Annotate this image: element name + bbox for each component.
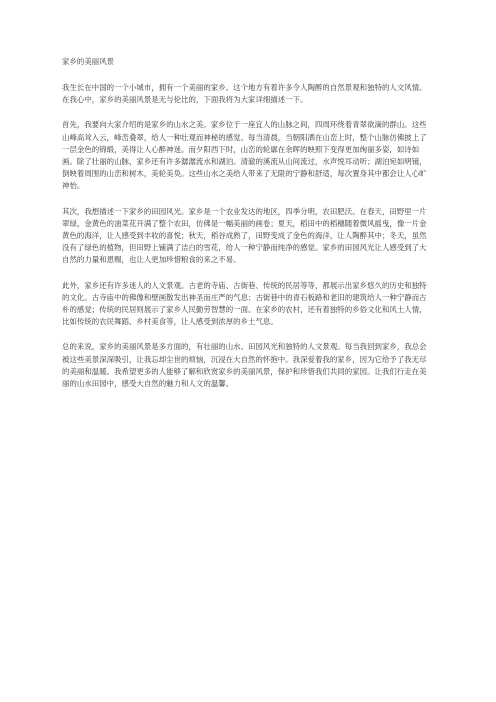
paragraph-landscape: 首先，我要向大家介绍的是家乡的山水之美。家乡位于一座宜人的山脉之间，四周环绕着青翠欲滴的群山。这些山峰高耸入云，峰峦叠翠，给人一种壮观而神秘的感觉。每当清晨，当朝阳洒在山峦上时，整个山脉仿佛披上了一层金色的锦缎，美得让人心醉神迷。而夕阳西下时，山峦的轮廓在余晖的映照下变得更加绚丽多姿，如诗如画。除了壮丽的山脉，家乡还有许多潺潺流水和湖泊。清澈的溪流从山间流过，水声悦耳动听；湖泊宛如明镜，倒映着周围的山峦和树木，美轮美奂。这些山水之美给人带来了无限的宁静和舒适，每次置身其中都会让人心旷神怡。 xyxy=(62,120,427,191)
paragraph-conclusion: 总的来说，家乡的美丽风景是多方面的，有壮丽的山水、田园风光和独特的人文景观。每当我回到家乡，我总会被这些美景深深吸引，让我忘却尘世的烦恼，沉浸在大自然的怀抱中。我深爱着我的家乡，因为它给予了我无尽的美丽和温暖。我希望更多的人能够了解和欣赏家乡的美丽风景，保护和珍惜我们共同的家园。让我们行走在美丽的山水田园中，感受大自然的魅力和人文的温馨。 xyxy=(62,342,427,389)
paragraph-countryside: 其次，我想描述一下家乡的田园风光。家乡是一个农业发达的地区，四季分明，农田肥沃。在春天，田野里一片翠绿，金黄色的油菜花开满了整个农田，仿佛是一幅美丽的画卷；夏天，稻田中的稻穗随着微风摇曳，像一片金黄色的海洋，让人感受到丰收的喜悦；秋天，稻谷成熟了，田野变成了金色的海洋，让人陶醉其中；冬天，虽然没有了绿色的植物，但田野上铺满了洁白的雪花，给人一种宁静而纯净的感觉。家乡的田园风光让人感受到了大自然的力量和恩赐，也让人更加珍惜粮食的来之不易。 xyxy=(62,206,427,265)
document-body xyxy=(62,56,434,403)
document-title: 家乡的美丽风景 xyxy=(62,57,115,66)
paragraph-culture: 此外，家乡还有许多迷人的人文景观。古老的寺庙、古街巷、传统的民居等等，都展示出家乡悠久的历史和独特的文化。古寺庙中的佛像和壁画散发出神圣而庄严的气息；古街巷中的青石板路和老旧的建筑给人一种宁静而古朴的感觉；传统的民居则展示了家乡人民勤劳智慧的一面。在家乡的农村，还有着独特的乡俗文化和风土人情，比如传统的农民舞蹈、乡村美食等，让人感受到浓厚的乡土气息。 xyxy=(62,280,427,327)
paragraph-intro: 我生长在中国的一个小城市，拥有一个美丽的家乡。这个地方有着许多令人陶醉的自然景观和独特的人文风情。在我心中，家乡的美丽风景是无与伦比的，下面我将为大家详细描述一下。 xyxy=(62,83,427,105)
